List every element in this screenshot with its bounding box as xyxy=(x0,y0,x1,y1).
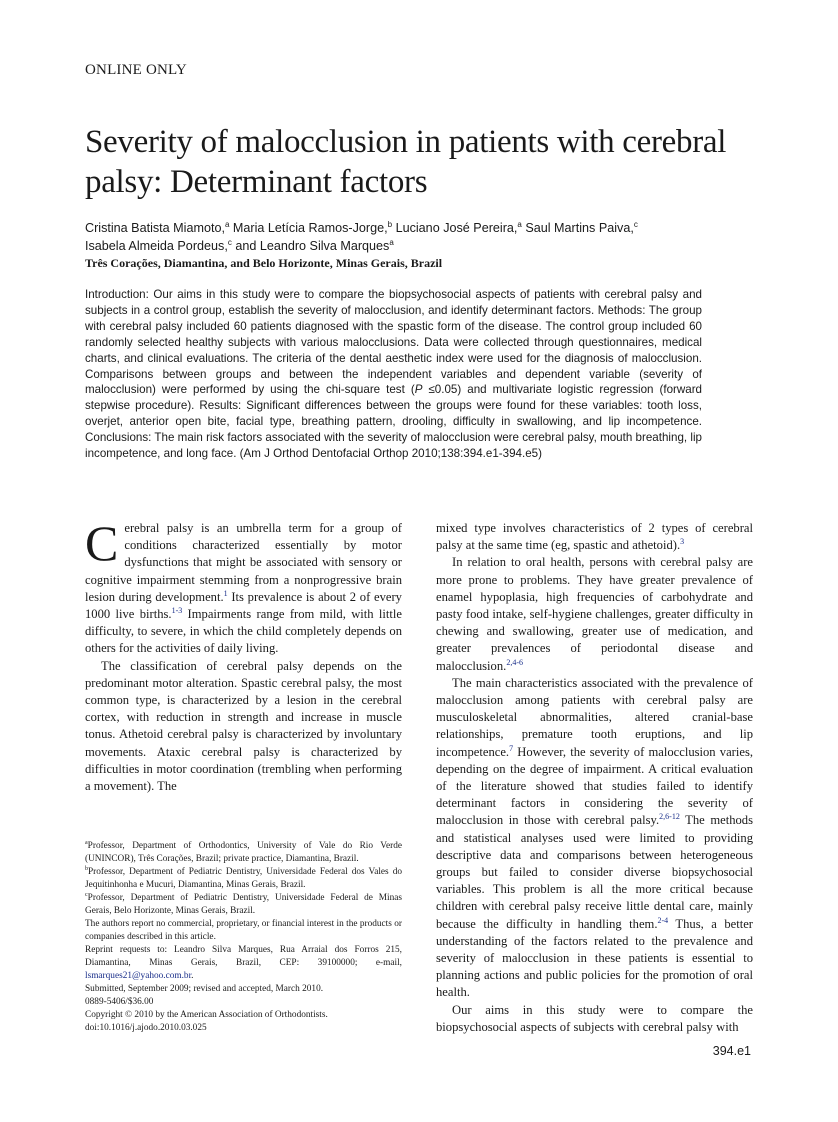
citation-ref[interactable]: 2-4 xyxy=(657,915,669,925)
body-text: Thus, a better understanding of the factors related to the prevalence and severity of malocclusion in these patients is essential to planning actions and public policies for the promotion of oral health. xyxy=(436,916,753,1000)
footnote-text: Reprint requests to: Leandro Silva Marques, Rua Arraial dos Forros 215, Diamantina, Minas Gerais, Brazil, CEP: 39100000; e-mail, xyxy=(85,945,402,968)
abstract-text: Introduction: Our aims in this study were to compare the biopsychosocial aspects of patients with cerebral palsy and subjects in a control group, establish the severity of malocclusion, and identify determinant factors. Methods: The group with cerebral palsy included 60 patients diagnosed with the spastic form of the disease. The control group included 60 randomly selected healthy subjects with various malocclusions. Data were collected through questionnaires, medical charts, and clinical evaluations. The criteria of the dental aesthetic index were used for the diagnosis of malocclusion. Comparisons between groups and between the independent variables and dependent variable (severity of malocclusion) were performed by using the chi-square test ( xyxy=(85,288,702,397)
body-text: The methods and statistical analyses used were limited to providing descriptive data and comparisons between heterogeneous groups but failed to consider diverse biopsychosocial variables. This problem is all the more critical because children with cerebral palsy receive little dental care, mainly because the difficulty in handling them. xyxy=(436,813,753,931)
submission-dates: Submitted, September 2009; revised and accepted, March 2010. xyxy=(85,984,324,994)
reprint-request xyxy=(85,944,402,983)
email-link[interactable]: lsmarques21@yahoo.com.br xyxy=(85,971,192,981)
author-affiliation-mark: a xyxy=(389,237,394,247)
footnote-text: Professor, Department of Orthodontics, University of Vale do Rio Verde (UNINCOR), Três Corações, Brazil; private practice, Diamantina, Brazil. xyxy=(85,841,402,864)
author-list xyxy=(85,219,765,255)
article-title: Severity of malocclusion in patients with cerebral palsy: Determinant factors xyxy=(85,124,727,200)
body-paragraph xyxy=(436,675,753,1002)
author-name: and Leandro Silva Marques xyxy=(231,239,390,253)
footnote xyxy=(85,866,402,892)
author-affiliation-mark: b xyxy=(387,219,393,229)
body-column-right xyxy=(436,520,753,1036)
footnote-mark: c xyxy=(85,891,88,898)
footnote-mark: b xyxy=(85,865,88,872)
citation-ref[interactable]: 2,4-6 xyxy=(506,657,523,667)
author-name: Isabela Almeida Pordeus, xyxy=(85,239,228,253)
body-paragraph: Our aims in this study were to compare the biopsychosocial aspects of subjects with cerebral palsy with xyxy=(436,1002,753,1034)
body-text: Its prevalence is about 2 of every 1000 live births. xyxy=(85,589,402,622)
author-affiliation-mark: a xyxy=(517,219,522,229)
footnote-text: Professor, Department of Pediatric Dentistry, Universidade Federal dos Vales do Jequitinhonha e Mucuri, Diamantina, Minas Gerais, Brazil. xyxy=(85,867,402,890)
footnote xyxy=(85,892,402,918)
abstract-text: ≤0.05) and multivariate logistic regression (forward stepwise procedure). Results: Significant differences between the groups were found for these variables: tooth loss, overjet, anterior open bite, facial type, breathing pattern, drooling, difficulty in swallowing, and lip incompetence. Conclusions: The main risk factors associated with the severity of malocclusion were cerebral palsy, mouth breathing, lip incompetence, and long face. (Am J Orthod Dentofacial Orthop 2010;138:394.e1-394.e5) xyxy=(85,383,703,461)
body-text: mixed type involves characteristics of 2 types of cerebral palsy at the same time (eg, spastic and athetoid). xyxy=(436,521,753,553)
body-paragraph xyxy=(85,515,402,658)
author-affiliation-mark: c xyxy=(633,219,638,229)
page-number: 394.e1 xyxy=(712,1044,751,1058)
author-name: Luciano José Pereira, xyxy=(392,221,518,235)
citation-ref[interactable]: 1-3 xyxy=(171,605,183,615)
body-text: However, the severity of malocclusion varies, depending on the degree of impairment. A critical evaluation of the literature showed that studies failed to identify determinant factors in considering the severity of malocclusion in those with cerebral palsy. xyxy=(436,744,753,828)
citation-ref[interactable]: 1 xyxy=(223,588,228,598)
drop-cap: C xyxy=(85,515,119,571)
citation-ref[interactable]: 2,6-12 xyxy=(659,812,680,822)
author-name: Saul Martins Paiva, xyxy=(521,221,634,235)
body-text: Impairments range from mild, with little difficulty, to severe, in which the child completely depends on others for the activities of daily living. xyxy=(85,607,402,656)
body-text: The main characteristics associated with the prevalence of malocclusion among patients with cerebral palsy are musculoskeletal abnormalities, altered cranial-base relationships, premature tooth eruptions, and lip incompetence. xyxy=(436,675,753,759)
body-column-left xyxy=(85,515,402,795)
body-text: In relation to oral health, persons with cerebral palsy are more prone to problems. They have greater prevalence of enamel hypoplasia, high frequencies of carbohydrate and pasty food intake, self-hygiene challenges, greater difficulty in chewing and swallowing, greater use of medication, and greater prevalences of periodontal disease and malocclusion. xyxy=(436,555,753,673)
body-paragraph xyxy=(436,520,753,554)
author-name: Cristina Batista Miamoto, xyxy=(85,221,225,235)
footnote-text: Professor, Department of Pediatric Dentistry, Universidade Federal de Minas Gerais, Belo Horizonte, Minas Gerais, Brazil. xyxy=(85,893,402,916)
issn: 0889-5406/$36.00 xyxy=(85,997,154,1007)
footnote xyxy=(85,840,402,866)
p-value-symbol: P xyxy=(414,383,423,397)
footnotes xyxy=(85,840,402,1035)
citation-ref[interactable]: 3 xyxy=(680,537,685,547)
section-label: ONLINE ONLY xyxy=(85,62,187,78)
disclosure-note: The authors report no commercial, proprietary, or financial interest in the products or companies described in this article. xyxy=(85,919,402,942)
abstract xyxy=(85,287,702,462)
copyright: Copyright © 2010 by the American Association of Orthodontists. xyxy=(85,1010,328,1020)
author-affiliation-mark: a xyxy=(224,219,230,229)
body-paragraph: The classification of cerebral palsy depends on the predominant motor alteration. Spastic cerebral palsy, the most common type, is characterized by a lesion in the cerebral cortex, with reduction in strength and increase in muscle tonus. Athetoid cerebral palsy is characterized by involuntary movements. Ataxic cerebral palsy is characterized by difficulties in motor coordination (trembling when performing a movement). The xyxy=(85,658,402,794)
author-name: Maria Letícia Ramos-Jorge, xyxy=(229,221,388,235)
citation-ref[interactable]: 7 xyxy=(509,743,514,753)
footnote-mark: a xyxy=(85,839,88,846)
body-text: erebral palsy is an umbrella term for a group of conditions characterized essentially by motor dysfunctions that might be associated with sensory or cognitive impairment stemming from a nonprogressive brain lesion during development. xyxy=(85,521,402,604)
affiliation-locations: Três Corações, Diamantina, and Belo Horizonte, Minas Gerais, Brazil xyxy=(85,256,443,270)
body-paragraph xyxy=(436,554,753,674)
author-affiliation-mark: c xyxy=(227,237,232,247)
doi: doi:10.1016/j.ajodo.2010.03.025 xyxy=(85,1023,207,1033)
footnote-text: . xyxy=(191,971,194,981)
